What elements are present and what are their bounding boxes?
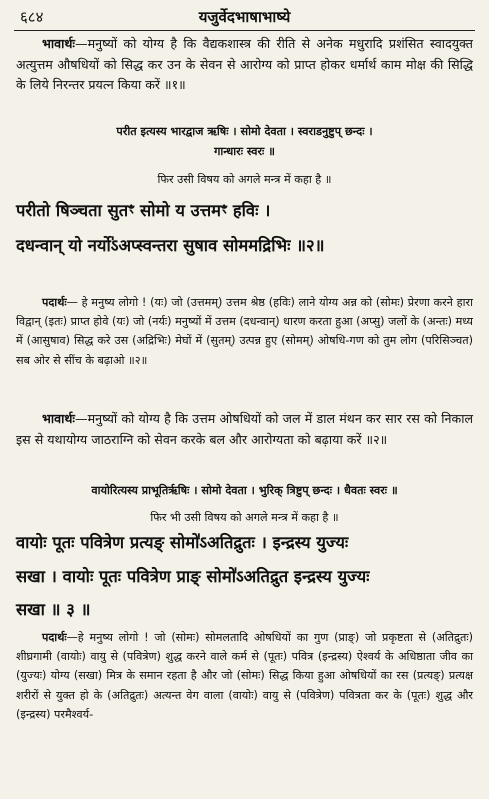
- rishi-devata-line-2: गान्धारः स्वरः ॥: [214, 145, 275, 158]
- page-header: [14, 4, 475, 31]
- mantra-intro-2: फिर उसी विषय को अगले मन्त्र में कहा है ॥: [157, 173, 332, 186]
- mantra-3-line-3: सखा ॥ ३ ॥: [16, 600, 91, 619]
- padartha-paragraph-2: [16, 293, 473, 370]
- mantra-intro-3: फिर भी उसी विषय को अगले मन्त्र में कहा है ॥: [150, 511, 339, 524]
- mantra-2-line-2: दधन्वान् यो नर्यो॑ऽअप्स्वन्तरा सुषाव सोममद्रिभिः ॥२॥: [16, 236, 325, 255]
- padartha-paragraph-3: [16, 628, 473, 724]
- bhavartha-label: भावार्थः: [42, 411, 75, 426]
- padartha-label: पदार्थः: [42, 631, 67, 644]
- running-title: यजुर्वेदभाषाभाष्ये: [198, 8, 291, 26]
- mantra-3-line-2: सखा । वायोः पूतः पवित्रेण प्राङ् सोमो॑ऽअतिद्रुत इन्द्रस्य युज्यः: [16, 567, 370, 586]
- rishi-devata-line-3: वायोरित्यस्य प्राभूतिर्ऋषिः । सोमो देवता । भुरिक् त्रिष्टुप् छन्दः । धैवतः स्वरः ॥: [91, 484, 398, 497]
- bhavartha-paragraph-2: [16, 409, 473, 450]
- bhavartha-label: भावार्थः: [42, 36, 75, 51]
- bhavartha-text: —मनुष्यों को योग्य है कि उत्तम ओषधियों को जल में डाल मंथन कर सार रस को निकाल इस से यथायोग्य जाठराग्नि को सेवन करके बल और आरोग्यता को बढ़ाया करें ॥२॥: [16, 411, 473, 447]
- rishi-devata-line-1: परीत इत्यस्य भारद्वाज ऋषिः । सोमो देवता । स्वराडनुष्टुप् छन्दः ।: [116, 125, 373, 138]
- page-number: ६८४: [20, 8, 44, 26]
- padartha-text: —हे मनुष्य लोगो ! जो (सोमः) सोमलतादि ओषधियों का गुण (प्राङ्) जो प्रकृष्टता से (अतिद्रुतः) शीघ्रगामी (वायोः) वायु से (पवित्रेण) शुद्ध करने वाले कर्म से (पूतः) पवित्र (इन्द्रस्य) ऐश्वर्य के अधिष्ठाता जीव का (युज्यः) योग्य (सखा) मित्र के समान रहता है और जो (सोमः) सिद्ध किया हुआ ओषधियों का रस (प्रत्यङ्) प्रत्यक्ष शरीरों से युक्त हो के (अतिद्रुतः) अत्यन्त वेग वाला (वायोः) वायु से (पवित्रेण) पवित्रता कर के (पूतः) शुद्ध और (इन्द्रस्य) परमैश्वर्य-: [16, 631, 473, 721]
- mantra-2-line-1: परीतो षिञ्चता सुतꣳ सोमो य उत्तमꣳ हविः ।: [16, 201, 271, 220]
- padartha-text: — हे मनुष्य लोगो ! (यः) जो (उत्तमम्) उत्तम श्रेष्ठ (हविः) लाने योग्य अन्न को (सोमः) प्रेरणा करने हारा विद्वान् (इतः) प्राप्त होवे (यः) जो (नर्यः) मनुष्यों में उत्तम (दधन्वान्) धारण करता हुआ (अप्सु) जलों के (अन्तः) मध्य में (आसुषाव) सिद्ध करे उस (अद्रिभिः) मेघों में (सुतम्) उत्पन्न हुए (सोमम्) ओषधि-गण को तुम लोग (परिसिञ्चत) सब ओर से सींच के बढ़ाओ ॥२॥: [16, 296, 473, 367]
- mantra-3-line-1: वायोः पूतः पवित्रेण प्रत्यङ् सोमो॑ऽअतिद्रुतः । इन्द्रस्य युज्यः: [16, 533, 349, 552]
- bhavartha-text: —मनुष्यों को योग्य है कि वैद्यकशास्त्र की रीति से अनेक मधुरादि प्रशंसित स्वादयुक्त अत्युत्तम औषधियों को सिद्ध कर उन के सेवन से आरोग्य को प्राप्त होकर धर्मार्थ काम मोक्ष की सिद्धि के लिये निरन्तर प्रयत्न किया करें ॥१॥: [16, 36, 473, 92]
- bhavartha-paragraph-1: [16, 34, 473, 96]
- padartha-label: पदार्थः: [42, 296, 67, 309]
